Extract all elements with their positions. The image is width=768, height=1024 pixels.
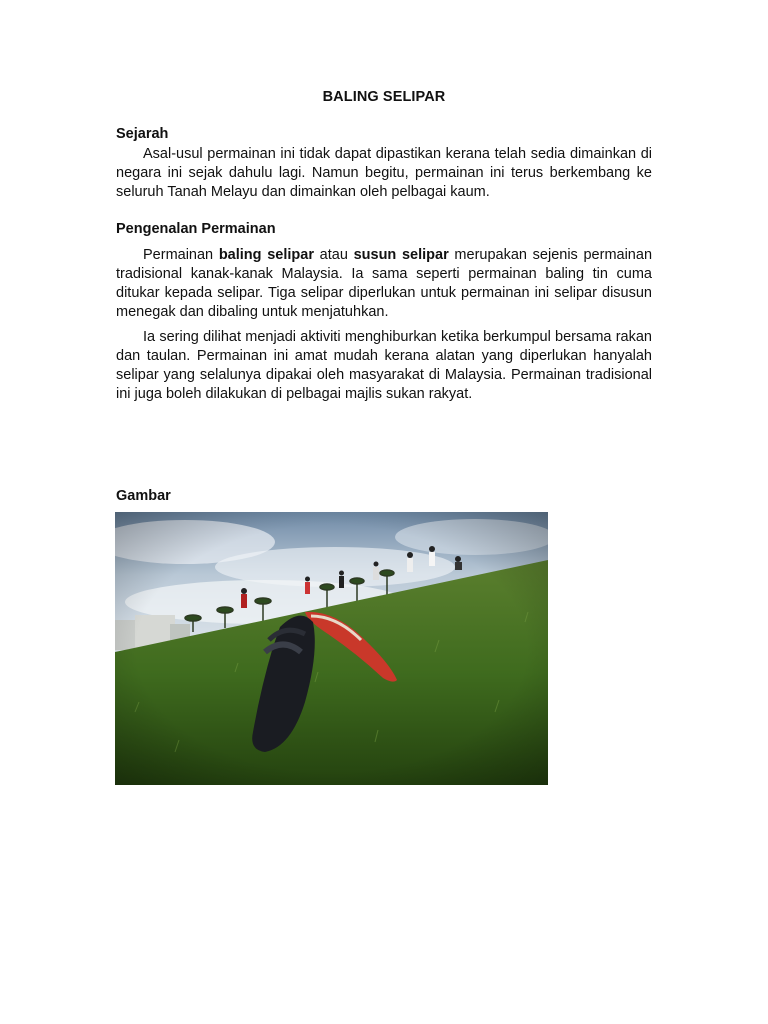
paragraph-text: atau — [313, 247, 354, 263]
photo-slipper-on-field — [115, 512, 548, 785]
paragraph-text: Permainan — [143, 247, 219, 263]
heading-sejarah: Sejarah — [116, 126, 169, 142]
document-title: BALING SELIPAR — [322, 89, 446, 105]
bold-term-susun-selipar: susun selipar — [353, 247, 449, 263]
paragraph-text: merupakan sejenis permainan tradisional kanak-kanak Malaysia. Ia sama seperti permainan baling tin cuma ditukar kepada selipar. Tiga selipar diperlukan untuk permainan ini selipar disusun menegak dan dibaling untuk menjatuhkan. — [116, 247, 653, 320]
heading-gambar: Gambar — [116, 488, 171, 504]
paragraph-sejarah: Asal-usul permainan ini tidak dapat dipastikan kerana telah sedia dimainkan di negara ini sejak dahulu lagi. Namun begitu, permainan ini terus berkembang ke seluruh Tanah Melayu dan dimainkan oleh pelbagai kaum. — [116, 146, 652, 200]
heading-pengenalan: Pengenalan Permainan — [116, 221, 276, 237]
paragraph-pengenalan-2: Ia sering dilihat menjadi aktiviti menghiburkan ketika berkumpul bersama rakan dan taulan. Permainan ini amat mudah kerana alatan yang diperlukan hanyalah selipar yang selalunya dipakai oleh masyarakat di Malaysia. Permainan tradisional ini juga boleh dilakukan di pelbagai majlis sukan rakyat. — [116, 329, 652, 402]
bold-term-baling-selipar: baling selipar — [218, 247, 314, 263]
paragraph-pengenalan-1 — [116, 246, 652, 322]
